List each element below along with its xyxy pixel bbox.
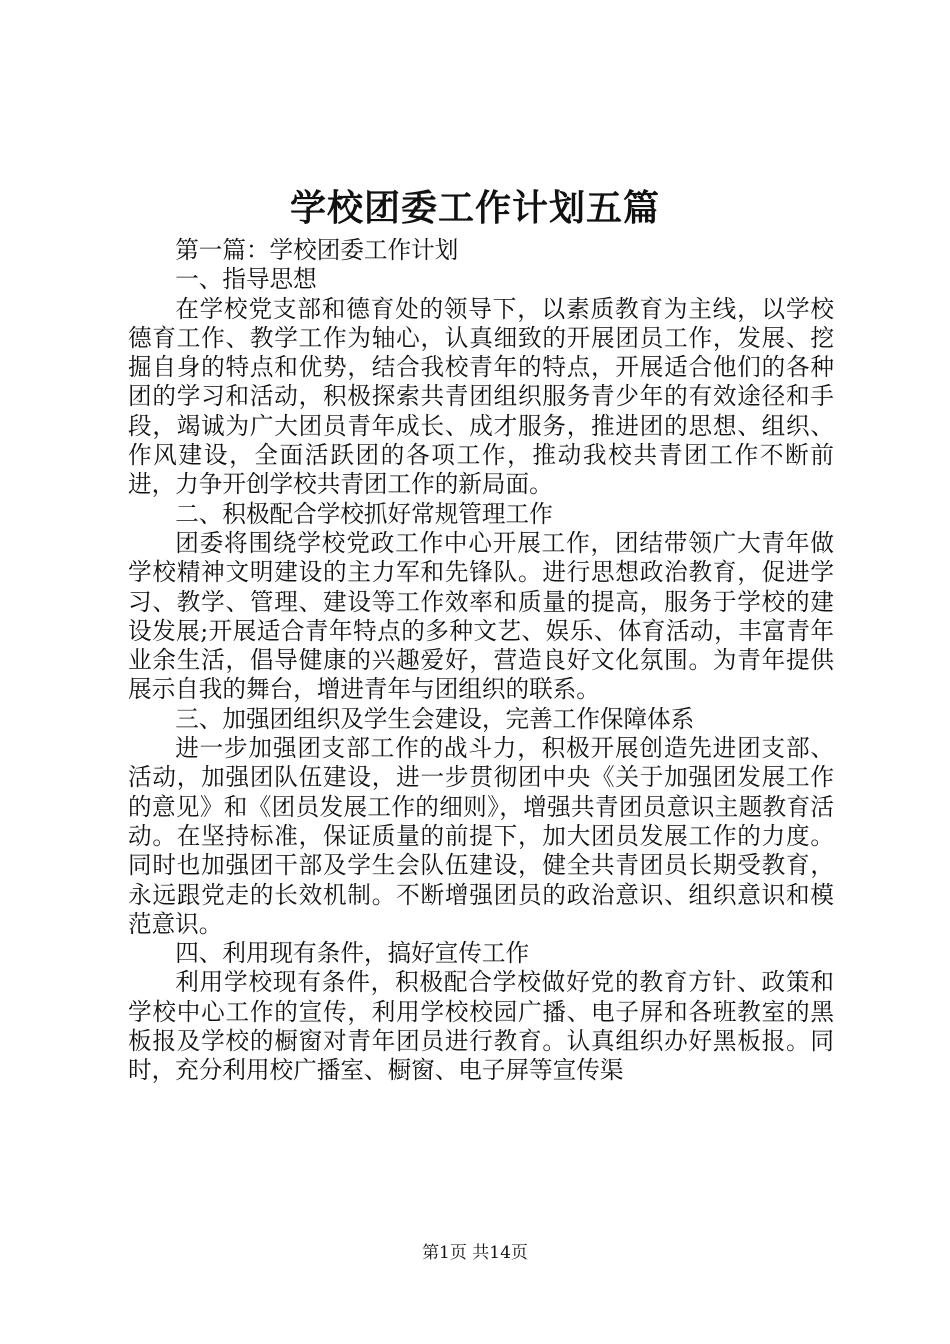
- document-body: [128, 236, 834, 1086]
- body-paragraph: 在学校党支部和德育处的领导下，以素质教育为主线，以学校德育工作、教学工作为轴心，认真细致的开展团员工作，发展、挖掘自身的特点和优势，结合我校青年的特点，开展适合他们的各种团的学习和活动，积极探索共青团组织服务青少年的有效途径和手段，竭诚为广大团员青年成长、成才服务，推进团的思想、组织、作风建设，全面活跃团的各项工作，推动我校共青团工作不断前进，力争开创学校共青团工作的新局面。: [128, 294, 834, 499]
- page-number: 第1页 共14页: [422, 1243, 528, 1263]
- body-paragraph: 进一步加强团支部工作的战斗力，积极开展创造先进团支部、活动，加强团队伍建设，进一步贯彻团中央《关于加强团发展工作的意见》和《团员发展工作的细则》，增强共青团员意识主题教育活动。在坚持标准，保证质量的前提下，加大团员发展工作的力度。同时也加强团干部及学生会队伍建设，健全共青团员长期受教育，永远跟党走的长效机制。不断增强团员的政治意识、组织意识和模范意识。: [128, 734, 834, 938]
- section-heading: 第一篇：学校团委工作计划: [175, 236, 459, 264]
- section-heading: 三、加强团组织及学生会建设，完善工作保障体系: [175, 704, 695, 733]
- section-heading: 一、指导思想: [175, 265, 317, 294]
- body-paragraph: 利用学校现有条件，积极配合学校做好党的教育方针、政策和学校中心工作的宣传，利用学校校园广播、电子屏和各班教室的黑板报及学校的橱窗对青年团员进行教育。认真组织办好黑板报。同时，充分利用校广播室、橱窗、电子屏等宣传渠: [128, 968, 834, 1085]
- section-heading: 四、利用现有条件，搞好宣传工作: [175, 939, 530, 968]
- document-title: 学校团委工作计划五篇: [289, 187, 660, 229]
- body-paragraph: 团委将围绕学校党政工作中心开展工作，团结带领广大青年做学校精神文明建设的主力军和先锋队。进行思想政治教育，促进学习、教学、管理、建设等工作效率和质量的提高，服务于学校的建设发展;开展适合青年特点的多种文艺、娱乐、体育活动，丰富青年业余生活，倡导健康的兴趣爱好，营造良好文化氛围。为青年提供展示自我的舞台，增进青年与团组织的联系。: [128, 528, 834, 704]
- page-footer: [0, 1242, 950, 1264]
- section-heading: 二、积极配合学校抓好常规管理工作: [175, 499, 553, 528]
